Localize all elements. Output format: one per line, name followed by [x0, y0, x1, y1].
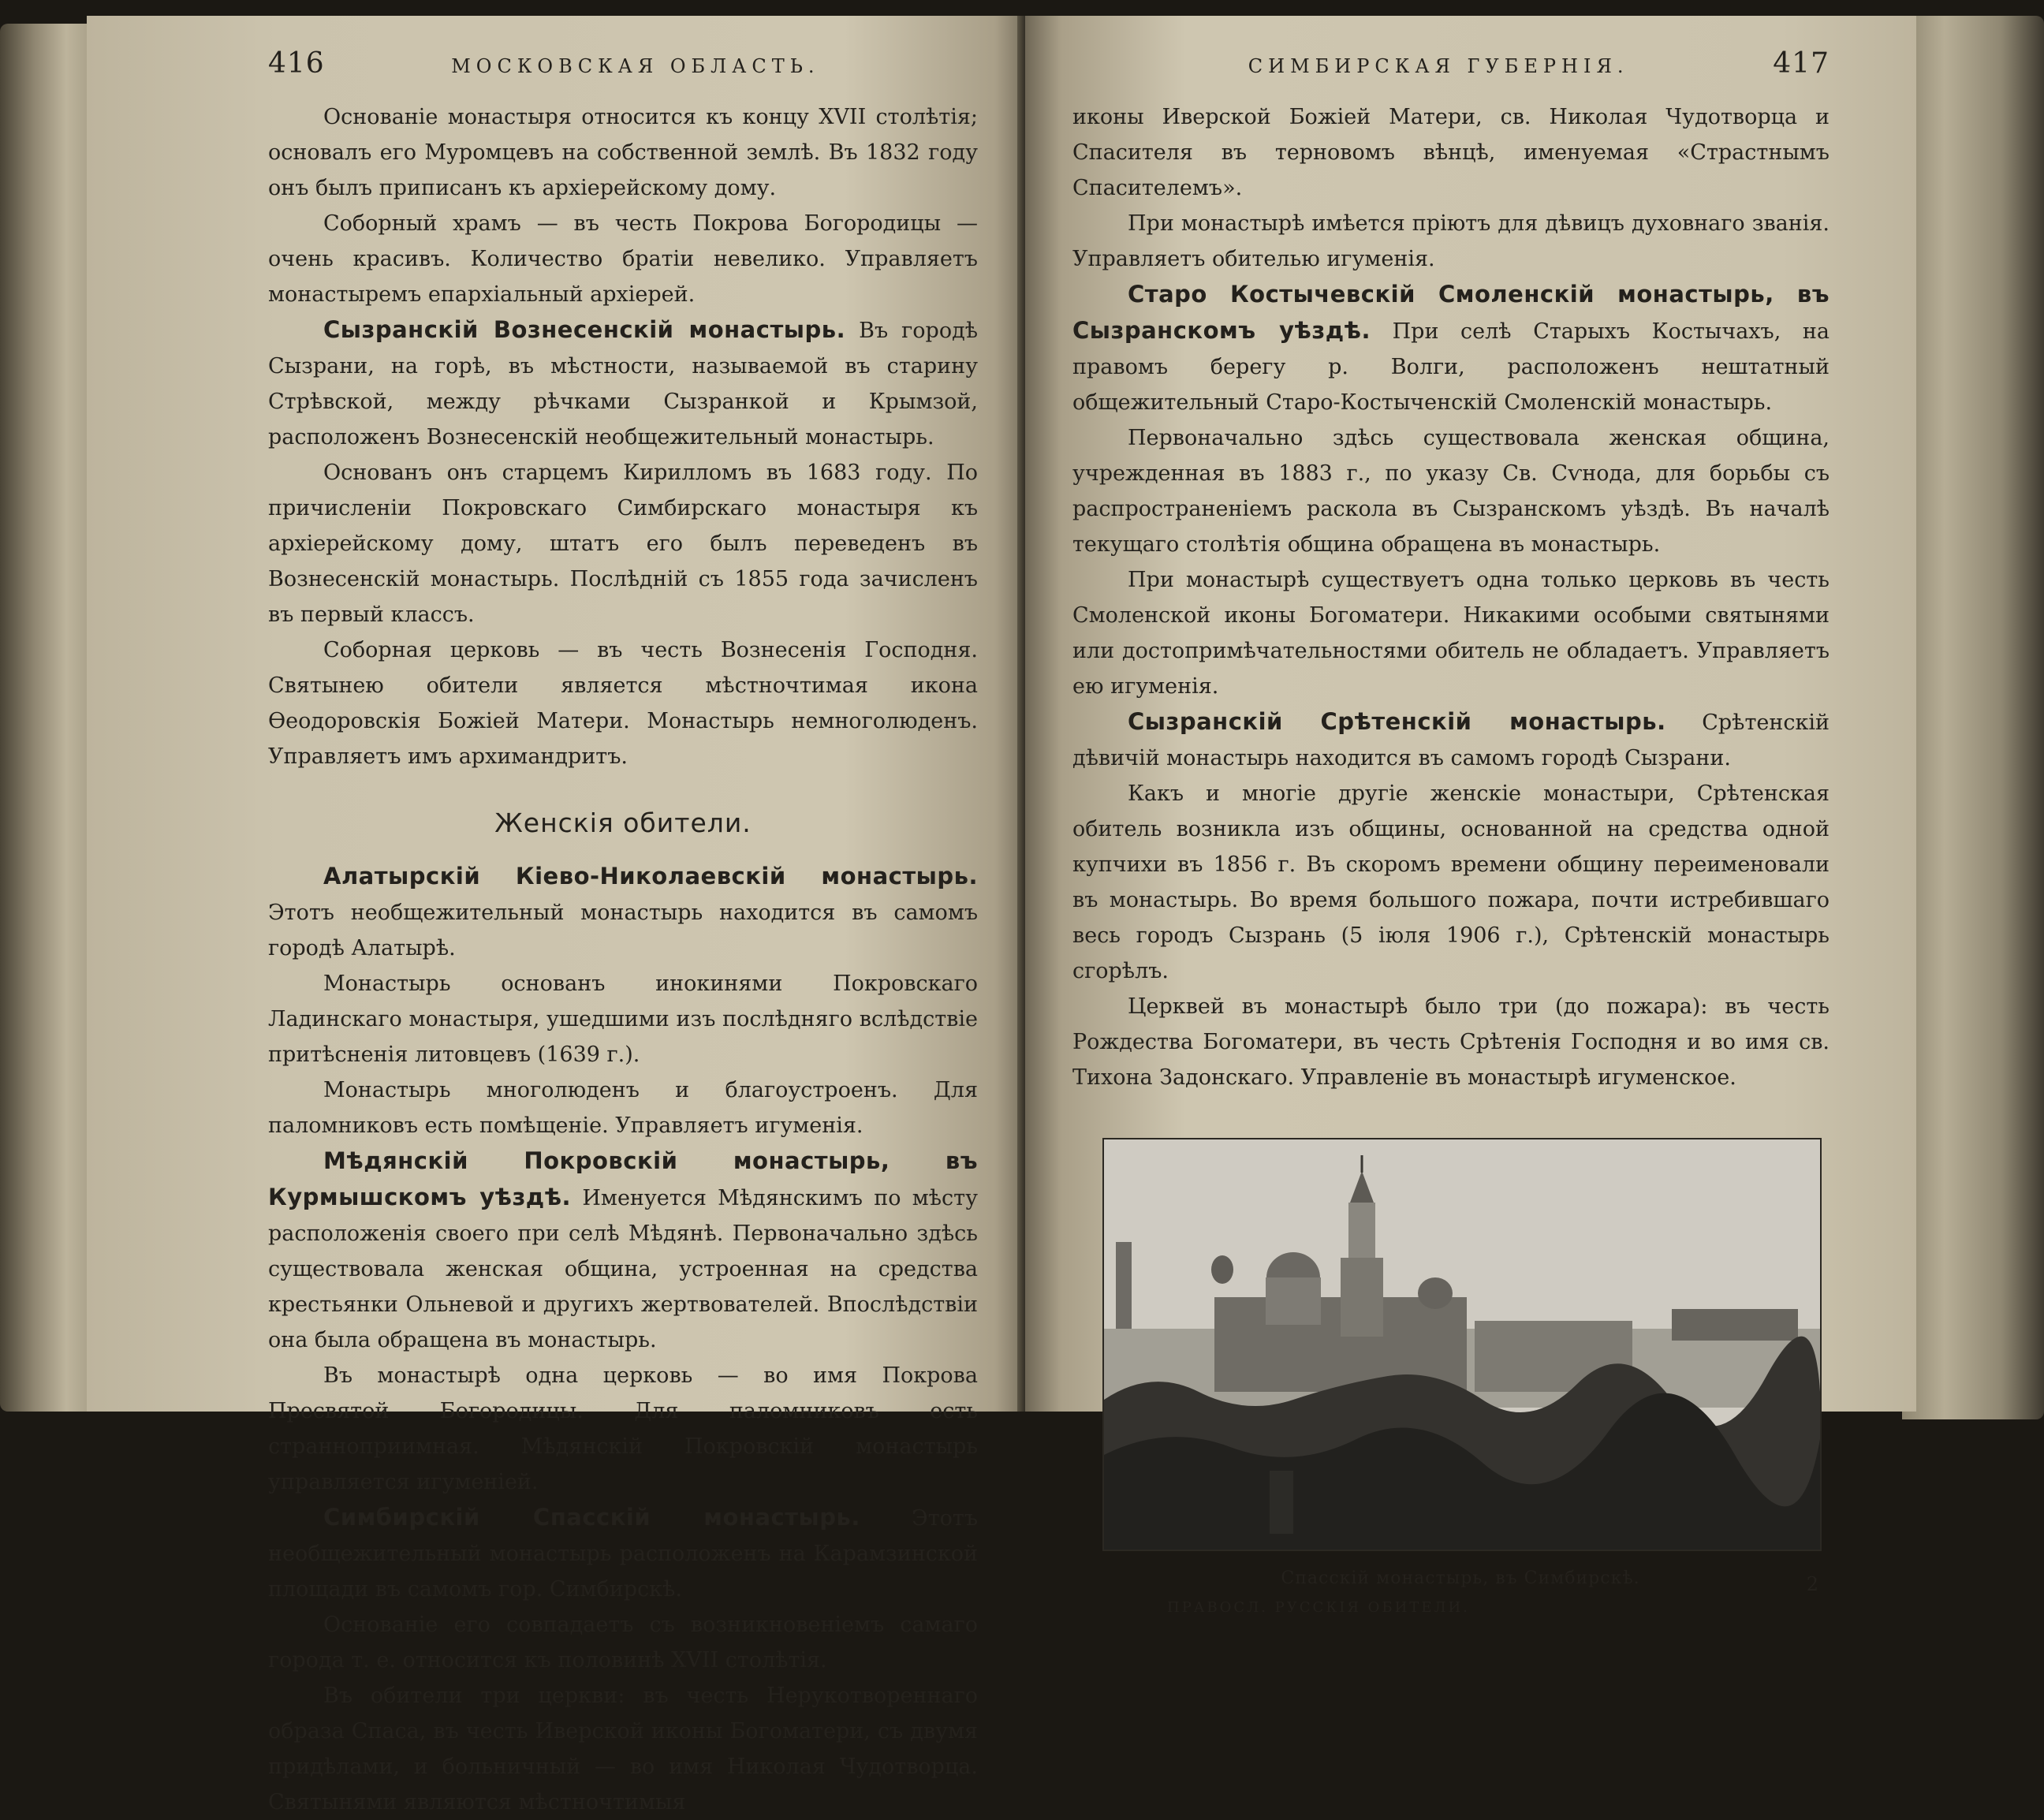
caption-text: Спасскій монастырь, въ Симбирскѣ. [1281, 1568, 1640, 1588]
paragraph: Основаніе его совпадаетъ съ возникновеніемъ самаго города т. е. относится къ половинѣ XVII столѣтія. [268, 1613, 978, 1673]
paragraph: Монастырь многолюденъ и благоустроенъ. Для паломниковъ есть помѣщеніе. Управляетъ игуменія. [268, 1078, 978, 1138]
paragraph: Основанъ онъ старцемъ Кирилломъ въ 1683 году. По причисленіи Покровскаго Симбирскаго монастыря къ архіерейскому дому, штатъ его былъ переведенъ въ Вознесенскій монастырь. Послѣдній съ 1855 года зачисленъ въ первый классъ. [268, 461, 978, 627]
paragraph: Въ обители три церкви: въ честь Нерукотвореннаго образа Спаса, въ честь Иверской иконы Богоматери, съ двумя придѣлами, и больничный — во имя Николая Чудотворца. Святынями являются мѣстночтимыя [268, 1684, 978, 1814]
right-running-head [1072, 47, 1830, 95]
paragraph: При монастырѣ существуетъ одна только церковь въ честь Смоленской иконы Богоматери. Никакими особыми святынями или достопримѣчательностями обитель не обладаетъ. Управляетъ ею игуменія. [1072, 568, 1830, 699]
right-header-title: СИМБИРСКАЯ ГУБЕРНІЯ. [1248, 55, 1629, 77]
book-page-edges-right [1902, 16, 2044, 1419]
paragraph: Какъ и многіе другіе женскіе монастыри, Срѣтенская обитель возникла изъ общины, основанной на средства одной купчихи въ 1856 г. Въ скоромъ времени общину переименовали въ монастырь. Во время большого пожара, почти истребившаго весь городъ Сызрань (5 іюля 1906 г.), Срѣтенскій монастырь сгорѣлъ. [1072, 781, 1830, 983]
entry-title: Мѣдянскій Покровскій монастырь, въ Курмышскомъ уѣздѣ. [268, 1147, 978, 1210]
section-title-women-monasteries: Женскія обители. [494, 807, 752, 838]
paragraph: При монастырѣ имѣется пріютъ для дѣвицъ духовнаго званія. Управляетъ обителью игуменія. [1072, 211, 1830, 271]
paragraph: Церквей въ монастырѣ было три (до пожара): въ честь Рождества Богоматери, въ честь Срѣтенія Господня и во имя св. Тихона Задонскаго. Управленіе въ монастырѣ игуменское. [1072, 994, 1830, 1090]
paragraph: Первоначально здѣсь существовала женская община, учрежденная въ 1883 г., по указу Св. Сѵнода, для борьбы съ распространеніемъ раскола въ Сызранскомъ уѣздѣ. Въ началѣ текущаго столѣтія община обращена въ монастырь. [1072, 426, 1830, 557]
signature-number: 2 [1806, 1573, 1818, 1595]
paragraph: Соборный храмъ — въ честь Покрова Богородицы — очень красивъ. Количество братіи невелико. Управляетъ монастыремъ епархіальный архіерей. [268, 211, 978, 307]
photo-caption [1102, 1568, 1818, 1595]
left-header-title: МОСКОВСКАЯ ОБЛАСТЬ. [451, 55, 820, 77]
entry-title: Старо Костычевскій Смоленскій монастырь, въ Сызранскомъ уѣздѣ. [1072, 281, 1830, 344]
footer-note: ПРАВОСЛ. РУССКІЯ ОБИТЕЛИ. [1167, 1599, 1470, 1616]
entry-spassky: Симбирскій Спасскій монастырь. Этотъ необщежительный монастырь расположенъ на Карамзинской площади въ самомъ гор. Симбирскѣ. [268, 1504, 978, 1602]
entry-syzran-voznesensky: Сызранскій Вознесенскій монастырь. Въ городѣ Сызрани, на горѣ, въ мѣстности, называемой въ старину Стрѣвской, между рѣчками Сызранкой и Крымзой, расположенъ Вознесенскій необщежительный монастырь. [268, 316, 978, 449]
left-page-text [268, 99, 978, 1820]
left-page-number: 416 [268, 47, 325, 80]
right-page [1025, 16, 1916, 1616]
entry-title: Симбирскій Спасскій монастырь. [323, 1504, 860, 1531]
book-page-edges-left [0, 24, 95, 1412]
entry-kostychevsky: Старо Костычевскій Смоленскій монастырь, въ Сызранскомъ уѣздѣ. При селѣ Старыхъ Костычахъ, на правомъ берегу р. Волги, расположенъ нештатный общежительный Старо-Костыченскій Смоленскій монастырь. [1072, 281, 1830, 415]
paragraph: иконы Иверской Божіей Матери, св. Николая Чудотворца и Спасителя въ терновомъ вѣнцѣ, именуемая «Страстнымъ Спасителемъ». [1072, 105, 1830, 200]
entry-title: Сызранскій Вознесенскій монастырь. [323, 316, 846, 343]
left-page [87, 16, 1033, 1814]
paragraph: Въ монастырѣ одна церковь — во имя Покрова Пресвятой Богородицы. Для паломниковъ есть странноприимная. Мѣдянскій Покровскій монастырь управляется игуменіей. [268, 1363, 978, 1494]
paragraph: Монастырь основанъ инокинями Покровскаго Ладинскаго монастыря, ушедшими изъ послѣдняго вслѣдствіе притѣсненія литовцевъ (1639 г.). [268, 972, 978, 1067]
paragraph: Основаніе монастыря относится къ концу XVII столѣтія; основалъ его Муромцевъ на собственной землѣ. Въ 1832 году онъ былъ приписанъ къ архіерейскому дому. [268, 105, 978, 200]
left-running-head [268, 47, 978, 95]
entry-sretensky: Сызранскій Срѣтенскій монастырь. Срѣтенскій дѣвичій монастырь находится въ самомъ городѣ Сызрани. [1072, 708, 1830, 770]
monastery-photograph [1102, 1138, 1822, 1551]
right-page-number: 417 [1773, 47, 1830, 80]
entry-title: Алатырскій Кіево-Николаевскій монастырь. [323, 863, 978, 889]
paragraph: Соборная церковь — въ честь Вознесенія Господня. Святынею обители является мѣстночтимая икона Ѳеодоровскія Божіей Матери. Монастырь немноголюденъ. Управляетъ имъ архимандритъ. [268, 638, 978, 769]
entry-title: Сызранскій Срѣтенскій монастырь. [1128, 708, 1666, 735]
entry-alatyr: Алатырскій Кіево-Николаевскій монастырь. Этотъ необщежительный монастырь находится въ самомъ городѣ Алатырѣ. [268, 863, 978, 960]
entry-medyan: Мѣдянскій Покровскій монастырь, въ Курмышскомъ уѣздѣ. Именуется Мѣдянскимъ по мѣсту расположенія своего при селѣ Мѣдянѣ. Первоначально здѣсь существовала женская община, устроенная на средства крестьянки Ольневой и другихъ жертвователей. Впослѣдствіи она была обращена въ монастырь. [268, 1147, 978, 1352]
right-page-text [1072, 99, 1830, 1095]
photo-illustration [1104, 1139, 1820, 1550]
